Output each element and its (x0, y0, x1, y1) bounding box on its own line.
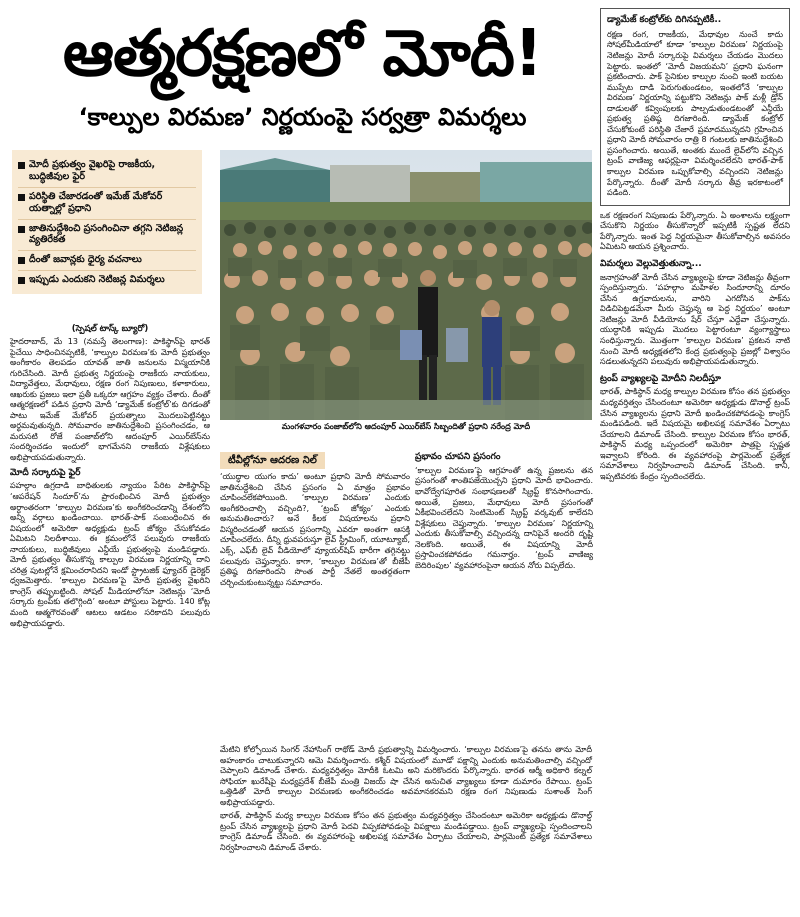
bottom-story (220, 745, 592, 853)
crowd-photo-illustration (220, 150, 592, 420)
story-paragraph: ఒక రక్షణరంగ నిపుణుడు పేర్కొన్నారు. ఏ అంశాలను లక్ష్యంగా చేసుకొని నిర్ణయం తీసుకొన్నారో ఇప్పటికీ స్పష్టత లేదని పేర్కొన్నారు. ఇంత పెద్ద నిర్ణయమైనా తీసుకోవాల్సిన అవసరం ఏమిటని ఆయన ప్రశ్నించారు. (600, 210, 790, 252)
story-paragraph: భారత్, పాకిస్థాన్ మధ్య కాల్పుల విరమణ కోసం తన ప్రభుత్వం మధ్యవర్తిత్వం చేసిందంటూ అమెరికా అధ్యక్షుడు డొనాల్డ్ ట్రంప్ చేసిన వ్యాఖ్యలను ప్రధాని మోదీ ఖండించకపోవడంపై కాంగ్రెస్ మండిపడింది. ఇదే విషయమై అఖిలపక్ష సమావేశం ఏర్పాటు చేయాలని డిమాండ్ చేసింది. కాల్పుల విరమణ కోసం భారత్, పాకిస్థాన్ మధ్య ఒప్పందంలో అమెరికా పాత్రపై స్పష్టత ఇవ్వాలని కోరింది. ఈ వ్యవహారంపై పార్లమెంట్ ప్రత్యేక సమావేశాలు నిర్వహించాలని డిమాండ్ చేసింది. కానీ, ఇప్పటివరకు కేంద్రం స్పందించలేదు. (600, 387, 790, 481)
right-column (600, 8, 790, 909)
highlight-text: పరిస్థితి చేజారడంతో ఇమేజ్ మేకోవర్ యత్నాల్లో ప్రధాని (29, 190, 163, 214)
headline: ఆత్మరక్షణలో మోదీ! (62, 17, 543, 91)
highlight-item (18, 188, 196, 220)
story-paragraph: జనాగ్రహంతో మోదీ చేసిన వ్యాఖ్యలపై కూడా నెటిజన్లు తీవ్రంగా స్పందిస్తున్నారు. ‘పహల్గాం మహిళల సిందూరాన్ని దూరం చేసిన ఉగ్రవాదులను, వారిని ఎగదోసిన పాక్‌ను విడిచిపెట్టడమేనా మీరు చెప్తున్న ఆ పెద్ద నిర్ణయం’ అంటూ నెటిజన్లు మోదీ వీడియోను షేర్ చేస్తూ ఎద్దేవా చేస్తున్నారు. యుద్ధానికి ఇప్పుడు మొదలు పెట్టారంటూ వ్యంగ్యాస్త్రాలు సంధిస్తున్నారు. మొత్తంగా ‘కాల్పుల విరమణ’ ప్రకటన నాటి నుంచి మోదీ అధ్యక్షతలోని కేంద్ర ప్రభుత్వంపై ప్రజల్లో విశ్వాసం సడలుతున్నదని పలువురు అభిప్రాయపడుతున్నారు. (600, 272, 790, 367)
section-heading: ప్రభావం చూపని ప్రసంగం (415, 452, 501, 462)
highlight-item (18, 220, 196, 252)
highlight-text: దీంతో జవాన్లకు ధైర్య వచనాలు (29, 254, 142, 266)
story-paragraph: పహల్గాం ఉగ్రదాడి బాధితులకు న్యాయం పేరిట పాకిస్థాన్‌పై ‘ఆపరేషన్ సిందూర్’ను ప్రారంభించిన మోదీ ప్రభుత్వం అర్ధాంతరంగా ‘కాల్పుల విరమణ’కు అంగీకరించడాన్ని దేశంలోని అన్ని వర్గాలు ఖండించాయి. భారత్-పాక్ సంబంధించిన ఈ విషయంలో అమెరికా అధ్యక్షుడు ట్రంప్ జోక్యం చేసుకోవడం ఏమిటని నిలదీశాయి. ఈ క్రమంలోనే పలువురు రాజకీయ నాయకులు, బుద్ధిజీవులు ఎన్డీయే ప్రభుత్వంపై మండిపడ్డారు. మోదీ ప్రభుత్వం తీసుకొన్న కాల్పుల విరమణ నిర్ణయాన్ని దాని చరిత్ర పుటల్లోనే క్షమించరానిదని ఇండో స్ట్రాటజిక్ ఫ్యూచర్ డైరెక్టర్ ధ్వజమెత్తారు. ‘కాల్పుల విరమణ’పై మోదీ ప్రభుత్వ వైఖరిని కాంగ్రెస్ తప్పుబట్టింది. సోషల్ మీడియాలోనూ నెటిజన్లు ‘మోదీ సర్కారు ట్రంప్‌కు తలొగ్గింది’ అంటూ పోస్టులు పెట్టారు. 140 కోట్ల మంది ఆత్మగౌరవంతో ఆటలు ఆడటం సరికాదని పలువురు అభిప్రాయపడ్డారు. (10, 481, 210, 628)
damage-control-box (600, 8, 790, 206)
news-photo (220, 150, 592, 420)
story-paragraph: హైదరాబాద్, మే 13 (నమస్తే తెలంగాణ): పాకిస్థాన్‌పై భారత్ పైచేయి సాధించినప్పటికీ, ‘కాల్పుల విరమణ’కు మోదీ ప్రభుత్వం అంగీకారం తెలపడం యావత్ జాతి జనులను విస్మయానికి గురిచేసింది. మోదీ ప్రభుత్వ నిర్ణయంపై రాజకీయ నాయకులు, విద్యావేత్తలు, మేధావులు, రక్షణ రంగ నిపుణులు, కళాకారులు, ఆఖరుకు ప్రజలు ఇలా ప్రతీ ఒక్కరూ ఆగ్రహం వ్యక్తం చేశారు. దీంతో ఆత్మరక్షణలో పడిన ప్రధాని మోదీ ‘డ్యామేజ్ కంట్రోల్’కు దిగడంతో పాటు ఇమేజ్ మేకోవర్ ప్రయత్నాలు మొదలుపెట్టినట్టు అర్థమవుతున్నది. సోమవారం జాతినుద్దేశించి ప్రసంగించడం, ఆ మరుసటి రోజే పంజాబ్‌లోని ఆదంపూర్ ఎయిర్‌బేస్‌ను సందర్శించడం ఇందులో భాగమేనని రాజకీయ విశ్లేషకులు అభిప్రాయపడుతున్నారు. (10, 337, 210, 463)
bullet-square-icon (18, 277, 25, 284)
box-heading: డ్యామేజ్ కంట్రోల్‌కు దిగినప్పటికీ.. (607, 15, 722, 25)
story-paragraph: మేటిని కోల్పోయిన సింగర్ నేహాసింగ్ రాథోడ్ మోదీ ప్రభుత్వాన్ని విమర్శించారు. ‘కాల్పుల విరమణ’పై తనను తాను మోదీ అహంకారం చాటుకున్నారని ఆమె విమర్శించారు. కశ్మీర్ విషయంలో మూడో పక్షాన్ని ఎందుకు అనుమతించాల్సి వచ్చిందో చెప్పాలని డిమాండ్ చేశారు. మధ్యవర్తిత్వం మోదీకి ఓటమి అని మరికొందరు పేర్కొన్నారు. భారత ఆర్మీ అధికారి కల్నల్ సోఫియా ఖురేషీపై మధ్యప్రదేశ్ బీజేపీ మంత్రి విజయ్ షా చేసిన అనుచిత వ్యాఖ్యలు కూడా దుమారం రేపాయి. ట్రంప్ ఒత్తిడితో మోదీ కాల్పుల విరమణకు అంగీకరించడం అవమానకరమని రక్షణ రంగ నిపుణుడు సుశాంత్ సింగ్ అభిప్రాయపడ్డారు. (220, 745, 592, 807)
highlight-text: జాతినుద్దేశించి ప్రసంగించినా తగ్గని నెటిజన్ల వ్యతిరేకత (29, 222, 184, 246)
main-story-area (10, 8, 595, 134)
subheadline: ‘కాల్పుల విరమణ’ నిర్ణయంపై సర్వత్రా విమర్శలు (78, 103, 527, 131)
photo-caption: మంగళవారం పంజాబ్‌లోని ఆదంపూర్ ఎయిర్‌బేస్ సిబ్బందితో ప్రధాని నరేంద్ర మోదీ (281, 422, 531, 431)
bullet-square-icon (18, 162, 25, 169)
tv-box-story (220, 452, 410, 588)
story-paragraph: ‘కాల్పుల విరమణ’పై ఆగ్రహంతో ఉన్న ప్రజలను తన ప్రసంగంతో శాంతిపజేయొచ్చని ప్రధాని మోదీ భావించారు. భావోద్వేగపూరిత సంభాషణలతో స్క్రిప్ట్ కొనసాగించారు. అయితే, ప్రజలు, మేధావులు మోదీ ప్రసంగంతో ఏకీభవించలేదని సెంటిమెంట్ స్క్రిప్ట్ వర్కవుట్ కాలేదని విశ్లేషకులు చెప్తున్నారు. ‘కాల్పుల విరమణ’ నిర్ణయాన్ని ఎందుకు తీసుకోవాల్సి వచ్చిందన్న దానిపైనే అందరి దృష్టి నెలకొంది. అయితే, ఈ విషయాన్ని మోదీ ప్రస్తావించకపోవడం గమనార్హం. ‘ట్రంప్ వాణిజ్య బెదిరింపుల’ వ్యవహారంపైనా ఆయన నోరు విప్పలేదు. (415, 465, 593, 570)
highlight-item (18, 156, 196, 188)
left-story (10, 337, 210, 629)
story-paragraph: రక్షణ రంగ, రాజకీయ, మేధావుల నుంచే కాదు సోషల్‌మీడియాలో కూడా ‘కాల్పుల విరమణ’ నిర్ణయంపై నెటిజన్లు మోదీ సర్కారుపై విమర్శలు చేయడం మొదలు పెట్టారు. ఇంతలో ‘మోదీ విజయమని’ ప్రధాని ఘనంగా ప్రకటించారు. పాక్ సైనికుల కాల్పుల నుంచి ఇంటి బయట ముప్పేట దాడి పెరుగుతుండటం, ఇంతలోనే ‘కాల్పుల విరమణ’ నిర్ణయాన్ని పట్టుకొని నెటిజన్లు పాక్ మళ్లీ డ్రోన్ దాడులతో కవ్వింపులకు పాల్పడుతుండటంతో ఎన్డీయే ప్రభుత్వ ప్రతిష్ఠ దిగజారింది. డ్యామేజ్ కంట్రోల్ చేసుకోకుంటే పరిస్థితి చేజారే ప్రమాదమున్నదని గ్రహించిన ప్రధాని మోదీ సోమవారం రాత్రి 8 గంటలకు జాతినుద్దేశించి ప్రసంగించారు. అయితే, అంతకు ముందే లైవ్‌లోని వచ్చిన ట్రంప్ వాణిజ్య ఆఫర్లపైనా విమర్శించలేదని భారత్-పాక్ కాల్పుల విరమణ ఒప్పుకోవాల్సి వచ్చిందని నెటిజన్లు పేర్కొన్నారు. దీంతో మోదీ సర్కారు తీవ్ర ఇరకాటంలో పడింది. (607, 29, 783, 198)
highlight-text: మోదీ ప్రభుత్వం వైఖరిపై రాజకీయ, బుద్ధిజీవుల ఫైర్ (29, 159, 156, 182)
highlight-item (18, 271, 196, 290)
bullet-square-icon (18, 226, 25, 233)
box-paragraph: ‘యుద్ధాల యుగం కాదు’ అంటూ ప్రధాని మోదీ సోమవారం జాతినుద్దేశించి చేసిన ప్రసంగం ఏ మాత్రం ప్రభావం చూపించలేకపోయింది. ‘కాల్పుల విరమణ’ ఎందుకు అంగీకరించాల్సి వచ్చింది?, ‘ట్రంప్ జోక్యం’ ఎందుకు అనుమతించారు? అనే కీలక విషయాలను ప్రధాని విస్మరించడంతో ఆయన ప్రసంగాన్ని ఎవరూ అంతగా ఆసక్తి చూపించలేదు. దీన్ని ధ్రువపరుస్తూ లైవ్ స్ట్రీమింగ్, యూట్యూబ్, ఎక్స్, ఎఫ్‌బీ లైవ్ వీడియోలో వ్యూయర్‌షిప్ భారీగా తగ్గినట్టు పలువురు చెప్తున్నారు. కాగా, ‘కాల్పుల విరమణ’తో బీజేపీ ప్రతిష్ఠ దిగజారిందని సొంత పార్టీ నేతలే అంతర్గతంగా చర్చించుకుంటున్నట్టు సమాచారం. (220, 472, 410, 587)
box-heading: టీవీల్లోనూ ఆదరణ నిల్ (220, 452, 325, 469)
section-heading: ట్రంప్ వ్యాఖ్యలపై మోదీని నిలదీస్తూ (600, 373, 721, 384)
story-paragraph: భారత్, పాకిస్థాన్ మధ్య కాల్పుల విరమణ కోసం తన ప్రభుత్వం మధ్యవర్తిత్వం చేసిందంటూ అమెరికా అధ్యక్షుడు డొనాల్డ్ ట్రంప్ చేసిన వ్యాఖ్యలపై ప్రధాని మోదీ పెదవి విప్పకపోవడంపై విపక్షాలు మండిపడ్డాయి. ట్రంప్ వ్యాఖ్యలపై స్పందించాలని కాంగ్రెస్ డిమాండ్ చేసింది. ఈ వ్యవహారంపై అఖిలపక్ష సమావేశం ఏర్పాటు చేయాలని, పార్లమెంట్ ప్రత్యేక సమావేశాలు నిర్వహించాలని డిమాండ్ చేశారు. (220, 811, 592, 852)
highlights-box (12, 150, 202, 294)
section-heading: విమర్శలు వెల్లువెత్తుతున్నా... (600, 258, 702, 269)
section-heading: మోదీ సర్కారుపై ఫైర్ (10, 467, 81, 478)
byline: (స్పెషల్ టాస్క్ బ్యూరో) (71, 324, 149, 334)
mid-story (415, 452, 593, 571)
bullet-square-icon (18, 194, 25, 201)
highlight-item (18, 251, 196, 271)
bullet-square-icon (18, 257, 25, 264)
highlight-text: ఇప్పుడు ఎందుకని నెటిజన్ల విమర్శలు (29, 274, 165, 286)
